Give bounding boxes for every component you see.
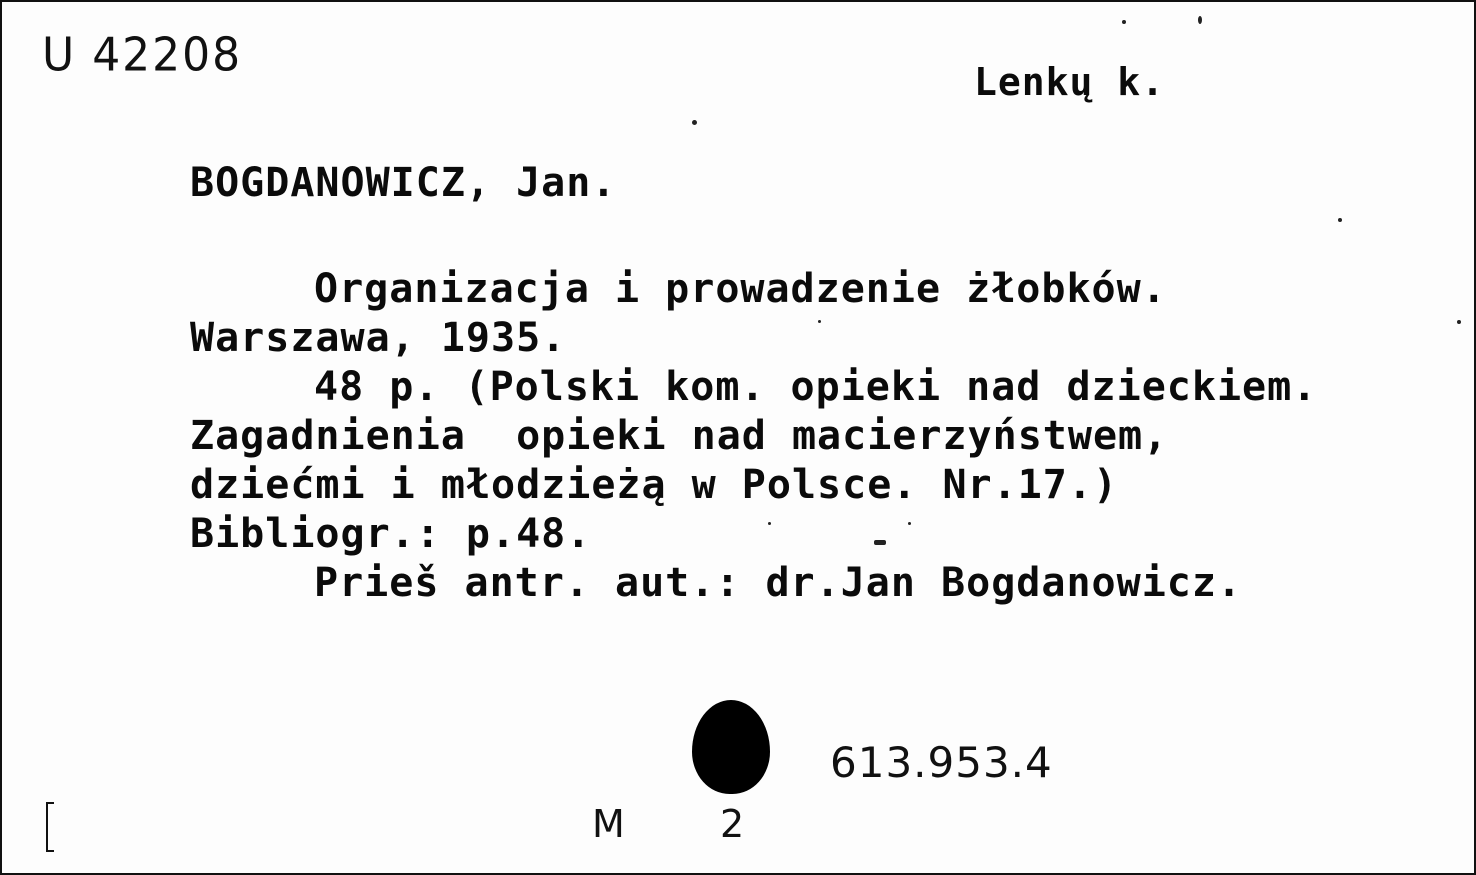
punch-hole	[692, 700, 770, 794]
speck	[818, 320, 821, 323]
author-heading: BOGDANOWICZ, Jan.	[190, 160, 617, 206]
collection-label: Lenkų k.	[974, 60, 1166, 104]
shelf-mark-number: 2	[720, 802, 745, 846]
series-line-1: Zagadnienia opieki nad macierzyństwem,	[190, 413, 1169, 459]
bibliography-note: Bibliogr.: p.48.	[190, 511, 592, 557]
speck	[692, 120, 697, 125]
speck	[874, 540, 886, 545]
imprint-line: Warszawa, 1935.	[190, 315, 567, 361]
classification-number: 613.953.4	[830, 738, 1053, 787]
speck	[1122, 20, 1126, 24]
title-line: Organizacja i prowadzenie żłobków.	[314, 266, 1167, 312]
collation-line: 48 p. (Polski kom. opieki nad dzieckiem.	[314, 364, 1318, 410]
speck	[768, 522, 771, 525]
speck	[1338, 218, 1342, 222]
accession-number: U 42208	[42, 28, 243, 83]
author-note: Prieš antr. aut.: dr.Jan Bogdanowicz.	[314, 560, 1243, 606]
speck	[908, 522, 911, 525]
series-line-2: dziećmi i młodzieżą w Polsce. Nr.17.)	[190, 462, 1119, 508]
speck	[1457, 320, 1461, 324]
shelf-mark-letter: M	[592, 802, 625, 846]
bracket-mark	[46, 802, 54, 852]
speck	[1198, 16, 1202, 24]
